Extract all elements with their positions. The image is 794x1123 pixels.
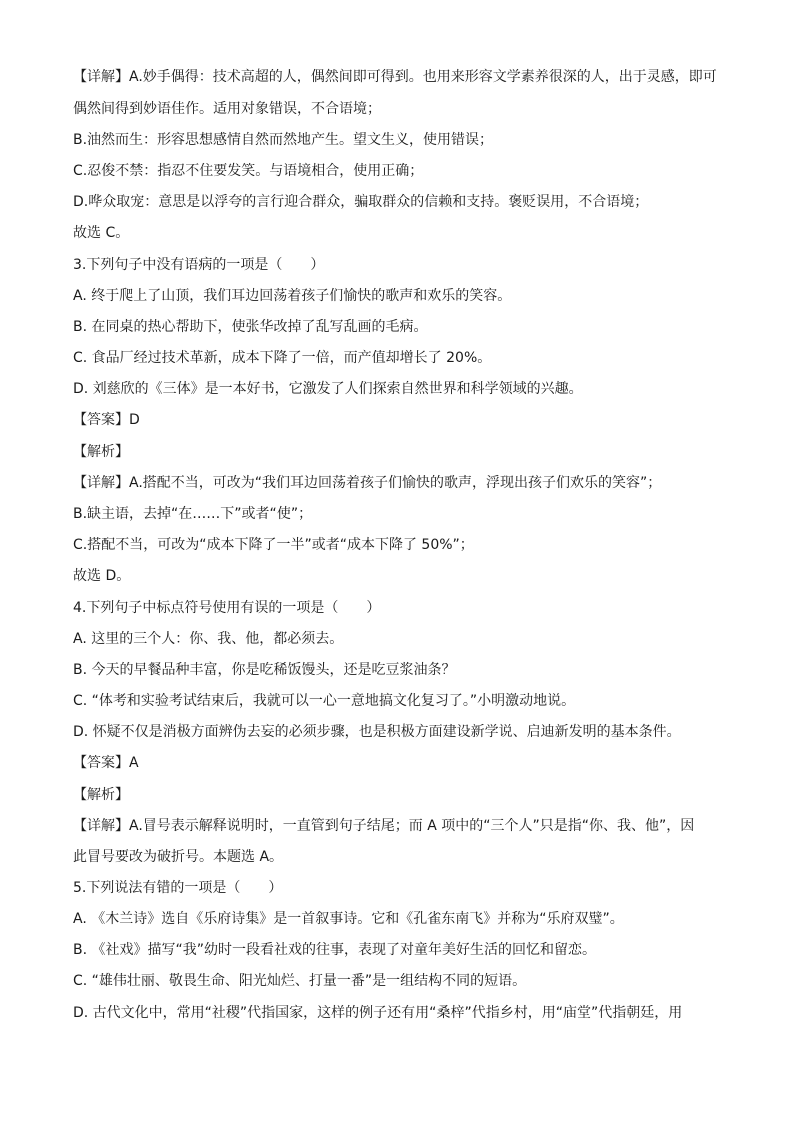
option-line (73, 286, 511, 306)
line-text: C. “体考和实验考试结束后，我就可以一心一意地搞文化复习了。”小明激动地说。 (73, 693, 576, 709)
text-line (73, 161, 423, 181)
line-text: C. 食品厂经过技术革新，成本下降了一倍，而产值却增长了 20%。 (73, 350, 492, 366)
section-tag: 【详解】 (73, 475, 129, 491)
section-tag: 【解析】 (73, 444, 129, 460)
option-line (73, 909, 624, 929)
answer-line (73, 410, 140, 430)
text-line (73, 566, 130, 586)
line-text: 偶然间得到妙语佳作。适用对象错误，不合语境； (73, 101, 381, 117)
line-text: A. 《木兰诗》选自《乐府诗集》是一首叙事诗。它和《孔雀东南飞》并称为“乐府双璧”。 (73, 911, 624, 927)
question-stem (73, 255, 324, 275)
line-text: B.油然而生：形容思想感情自然而然地产生。望文生义，使用错误； (73, 132, 494, 148)
option-line (73, 348, 491, 368)
text-line (73, 504, 312, 524)
line-text: B. 在同桌的热心帮助下，使张华改掉了乱写乱画的毛病。 (73, 319, 428, 335)
line-text: D.哗众取宠：意思是以浮夸的言行迎合群众，骗取群众的信赖和支持。褒贬误用，不合语境； (73, 194, 649, 210)
answer-line (73, 753, 139, 773)
line-text: 故选 D。 (73, 568, 131, 584)
question-stem (73, 598, 380, 618)
line-text: A.妙手偶得：技术高超的人，偶然间即可得到。也用来形容文学素养很深的人，出于灵感，即可 (129, 69, 717, 85)
line-text: D (129, 412, 140, 428)
text-line (73, 535, 474, 555)
line-text: A (129, 755, 139, 771)
line-text: D. 怀疑不仅是消极方面辨伪去妄的必须步骤，也是积极方面建设新学说、启迪新发明的基本条件。 (73, 724, 681, 740)
text-line (73, 130, 493, 150)
option-line (73, 629, 343, 649)
line-text: A.搭配不当，可改为“我们耳边回荡着孩子们愉快的歌声，浮现出孩子们欢乐的笑容”； (129, 475, 662, 491)
line-text: A.冒号表示解释说明时，一直管到句子结尾；而 A 项中的“三个人”只是指“你、我、他”，因 (129, 818, 695, 834)
analysis-line (73, 442, 129, 462)
text-line (73, 847, 283, 867)
question-stem (73, 878, 282, 898)
line-text: 此冒号要改为破折号。本题选 A。 (73, 849, 284, 865)
line-text: D. 古代文化中，常用“社稷”代指国家，这样的例子还有用“桑梓”代指乡村，用“庙堂”代指朝廷，用 (73, 1005, 683, 1021)
option-line (73, 379, 583, 399)
line-text: B.缺主语，去掉“在……下”或者“使”； (73, 506, 313, 522)
section-tag: 【详解】 (73, 818, 129, 834)
line-text: 4.下列句子中标点符号使用有误的一项是（ ） (73, 600, 381, 616)
text-line (73, 223, 129, 243)
text-line (73, 816, 694, 836)
line-text: D. 刘慈欣的《三体》是一本好书，它激发了人们探索自然世界和科学领域的兴趣。 (73, 381, 583, 397)
option-line (73, 317, 428, 337)
option-line (73, 971, 526, 991)
option-line (73, 660, 456, 680)
line-text: C.搭配不当，可改为“成本下降了一半”或者“成本下降了 50%”； (73, 537, 474, 553)
section-tag: 【答案】 (73, 755, 129, 771)
line-text: C. “雄伟壮丽、敬畏生命、阳光灿烂、打量一番”是一组结构不同的短语。 (73, 973, 527, 989)
line-text: B. 今天的早餐品种丰富，你是吃稀饭馒头，还是吃豆浆油条？ (73, 662, 456, 678)
option-line (73, 1003, 682, 1023)
section-tag: 【解析】 (73, 787, 129, 803)
text-line (73, 192, 648, 212)
line-text: C.忍俊不禁：指忍不住要发笑。与语境相合，使用正确； (73, 163, 424, 179)
text-line (73, 473, 661, 493)
option-line (73, 940, 596, 960)
section-tag: 【详解】 (73, 69, 129, 85)
section-tag: 【答案】 (73, 412, 129, 428)
line-text: A. 这里的三个人：你、我、他，都必须去。 (73, 631, 344, 647)
text-line (73, 99, 381, 119)
line-text: 故选 C。 (73, 225, 130, 241)
line-text: A. 终于爬上了山顶，我们耳边回荡着孩子们愉快的歌声和欢乐的笑容。 (73, 288, 512, 304)
line-text: 3.下列句子中没有语病的一项是（ ） (73, 257, 325, 273)
line-text: B. 《社戏》描写“我”幼时一段看社戏的往事，表现了对童年美好生活的回忆和留恋。 (73, 942, 597, 958)
analysis-line (73, 785, 129, 805)
option-line (73, 691, 575, 711)
text-line (73, 67, 717, 87)
line-text: 5.下列说法有错的一项是（ ） (73, 880, 283, 896)
option-line (73, 722, 681, 742)
